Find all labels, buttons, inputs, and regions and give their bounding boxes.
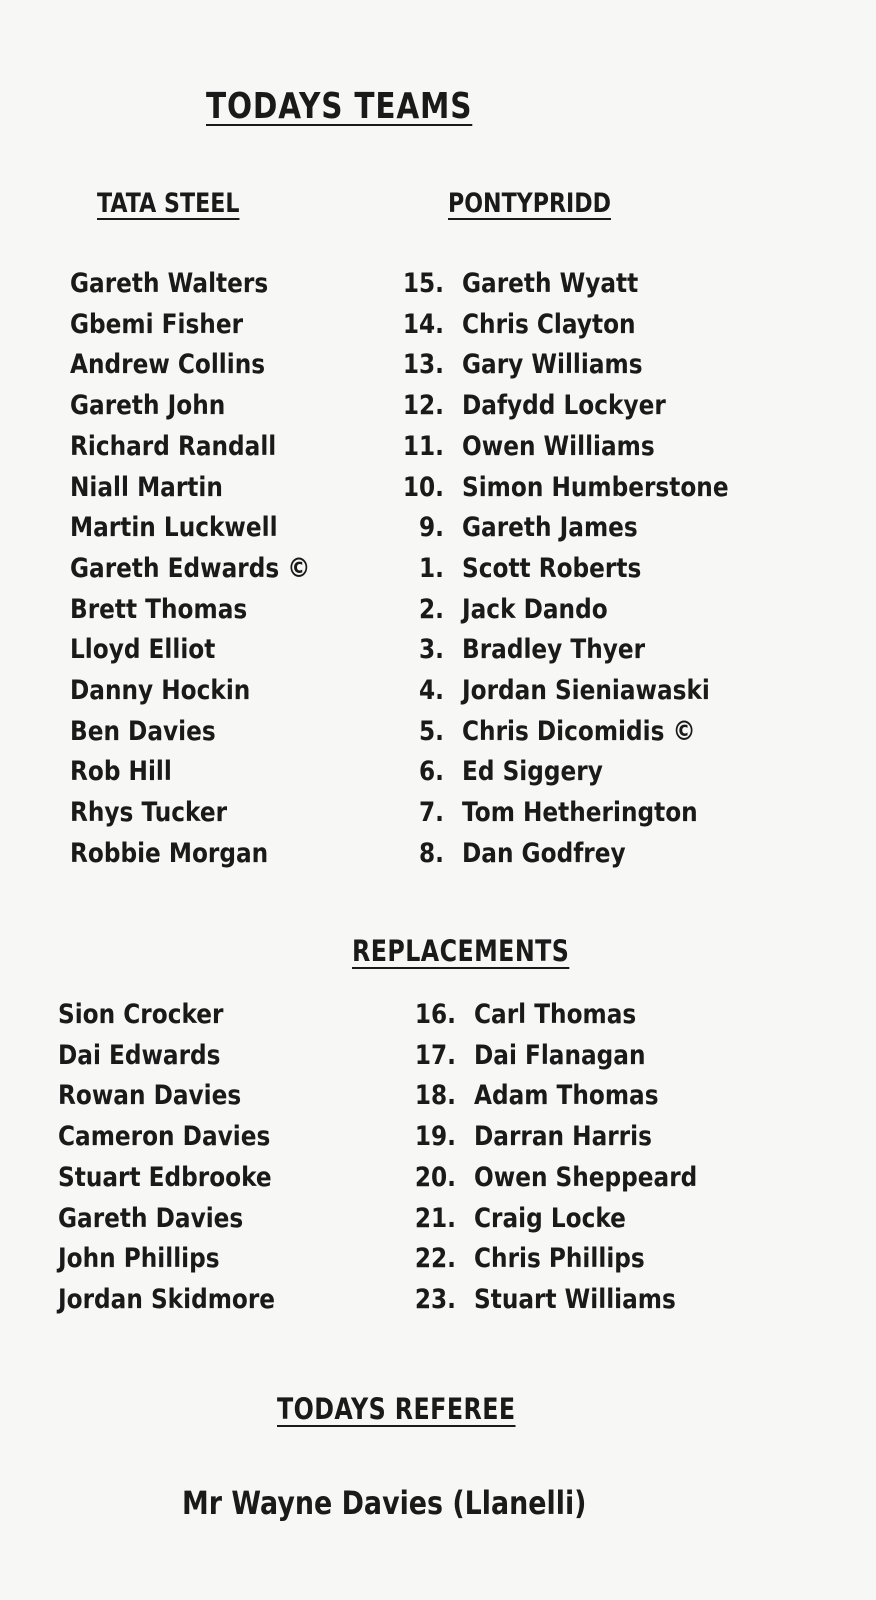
shirt-number: 4. <box>419 675 444 706</box>
away-player: Ed Siggery <box>462 756 603 788</box>
away-player: Bradley Thyer <box>462 634 646 666</box>
home-player: Gareth Edwards © <box>70 552 311 584</box>
away-player: Craig Locke <box>474 1202 626 1234</box>
away-player: Darran Harris <box>474 1121 652 1153</box>
home-player: Andrew Collins <box>70 349 266 381</box>
away-player: Gareth Wyatt <box>462 268 639 299</box>
shirt-number: 10. <box>402 471 444 503</box>
shirt-number: 7. <box>419 797 444 829</box>
shirt-number: 12. <box>402 390 444 422</box>
home-player: Niall Martin <box>70 471 223 503</box>
shirt-number: 6. <box>419 756 444 788</box>
replacement-row <box>0 1075 876 1116</box>
replacement-row <box>0 994 876 1035</box>
home-player: Lloyd Elliot <box>70 634 216 666</box>
lineup-row <box>0 792 876 833</box>
home-player: Robbie Morgan <box>70 837 269 869</box>
shirt-number: 15. <box>402 268 444 299</box>
home-player: Rowan Davies <box>58 1080 242 1112</box>
shirt-number: 22. <box>414 1243 456 1275</box>
lineup-row <box>0 711 876 752</box>
replacement-row <box>0 1157 876 1198</box>
home-player: Gareth John <box>70 390 226 422</box>
away-player: Gary Williams <box>462 349 643 381</box>
away-player: Dai Flanagan <box>474 1039 646 1071</box>
away-player: Owen Sheppeard <box>474 1161 698 1193</box>
lineup-row <box>0 833 876 874</box>
replacements-heading: REPLACEMENTS <box>352 934 570 968</box>
lineup-row <box>0 385 876 426</box>
lineup-row <box>0 263 876 304</box>
shirt-number: 3. <box>419 634 444 666</box>
lineup-row <box>0 629 876 670</box>
replacement-row <box>0 1035 876 1076</box>
home-player: Danny Hockin <box>70 675 251 706</box>
lineup-row <box>0 467 876 508</box>
shirt-number: 13. <box>402 349 444 381</box>
away-player: Chris Clayton <box>462 308 636 340</box>
home-player: John Phillips <box>58 1243 220 1275</box>
lineup-row <box>0 304 876 345</box>
shirt-number: 20. <box>414 1161 456 1193</box>
away-player: Scott Roberts <box>462 552 642 584</box>
away-player: Jordan Sieniawaski <box>462 675 710 706</box>
away-player: Stuart Williams <box>474 1283 676 1315</box>
lineup-row <box>0 548 876 589</box>
shirt-number: 23. <box>414 1283 456 1315</box>
shirt-number: 16. <box>414 999 456 1030</box>
home-player: Gareth Walters <box>70 268 269 299</box>
home-player: Martin Luckwell <box>70 512 278 544</box>
home-player: Rhys Tucker <box>70 797 228 829</box>
away-player: Tom Hetherington <box>462 797 698 829</box>
replacement-row <box>0 1116 876 1157</box>
replacement-row <box>0 1198 876 1239</box>
home-player: Cameron Davies <box>58 1121 271 1153</box>
lineup-row <box>0 426 876 467</box>
away-player: Gareth James <box>462 512 638 544</box>
home-player: Stuart Edbrooke <box>58 1161 272 1193</box>
home-player: Gbemi Fisher <box>70 308 244 340</box>
home-team-heading: TATA STEEL <box>97 188 240 219</box>
away-player: Owen Williams <box>462 430 655 462</box>
home-player: Dai Edwards <box>58 1039 221 1071</box>
lineup-row <box>0 589 876 630</box>
lineup-row <box>0 751 876 792</box>
shirt-number: 14. <box>402 308 444 340</box>
shirt-number: 19. <box>414 1121 456 1153</box>
shirt-number: 11. <box>402 430 444 462</box>
away-player: Jack Dando <box>462 593 608 625</box>
shirt-number: 5. <box>419 715 444 747</box>
referee-heading: TODAYS REFEREE <box>277 1392 516 1426</box>
away-player: Chris Dicomidis © <box>462 715 696 747</box>
shirt-number: 1. <box>419 552 444 584</box>
home-player: Sion Crocker <box>58 999 224 1030</box>
shirt-number: 8. <box>419 837 444 869</box>
away-player: Dafydd Lockyer <box>462 390 666 422</box>
replacement-row <box>0 1279 876 1320</box>
replacement-row <box>0 1238 876 1279</box>
shirt-number: 17. <box>414 1039 456 1071</box>
away-team-heading: PONTYPRIDD <box>448 188 611 219</box>
away-player: Carl Thomas <box>474 999 637 1030</box>
lineup-row <box>0 507 876 548</box>
home-player: Gareth Davies <box>58 1202 244 1234</box>
home-player: Brett Thomas <box>70 593 248 625</box>
away-player: Dan Godfrey <box>462 837 626 869</box>
shirt-number: 18. <box>414 1080 456 1112</box>
lineup-row <box>0 670 876 711</box>
referee-name: Mr Wayne Davies (Llanelli) <box>182 1484 587 1522</box>
shirt-number: 2. <box>419 593 444 625</box>
away-player: Adam Thomas <box>474 1080 659 1112</box>
lineup-row <box>0 344 876 385</box>
home-player: Ben Davies <box>70 715 216 747</box>
shirt-number: 21. <box>414 1202 456 1234</box>
away-player: Chris Phillips <box>474 1243 645 1275</box>
shirt-number: 9. <box>419 512 444 544</box>
page-title: TODAYS TEAMS <box>206 86 473 127</box>
away-player: Simon Humberstone <box>462 471 729 503</box>
home-player: Jordan Skidmore <box>58 1283 276 1315</box>
home-player: Rob Hill <box>70 756 172 788</box>
home-player: Richard Randall <box>70 430 277 462</box>
